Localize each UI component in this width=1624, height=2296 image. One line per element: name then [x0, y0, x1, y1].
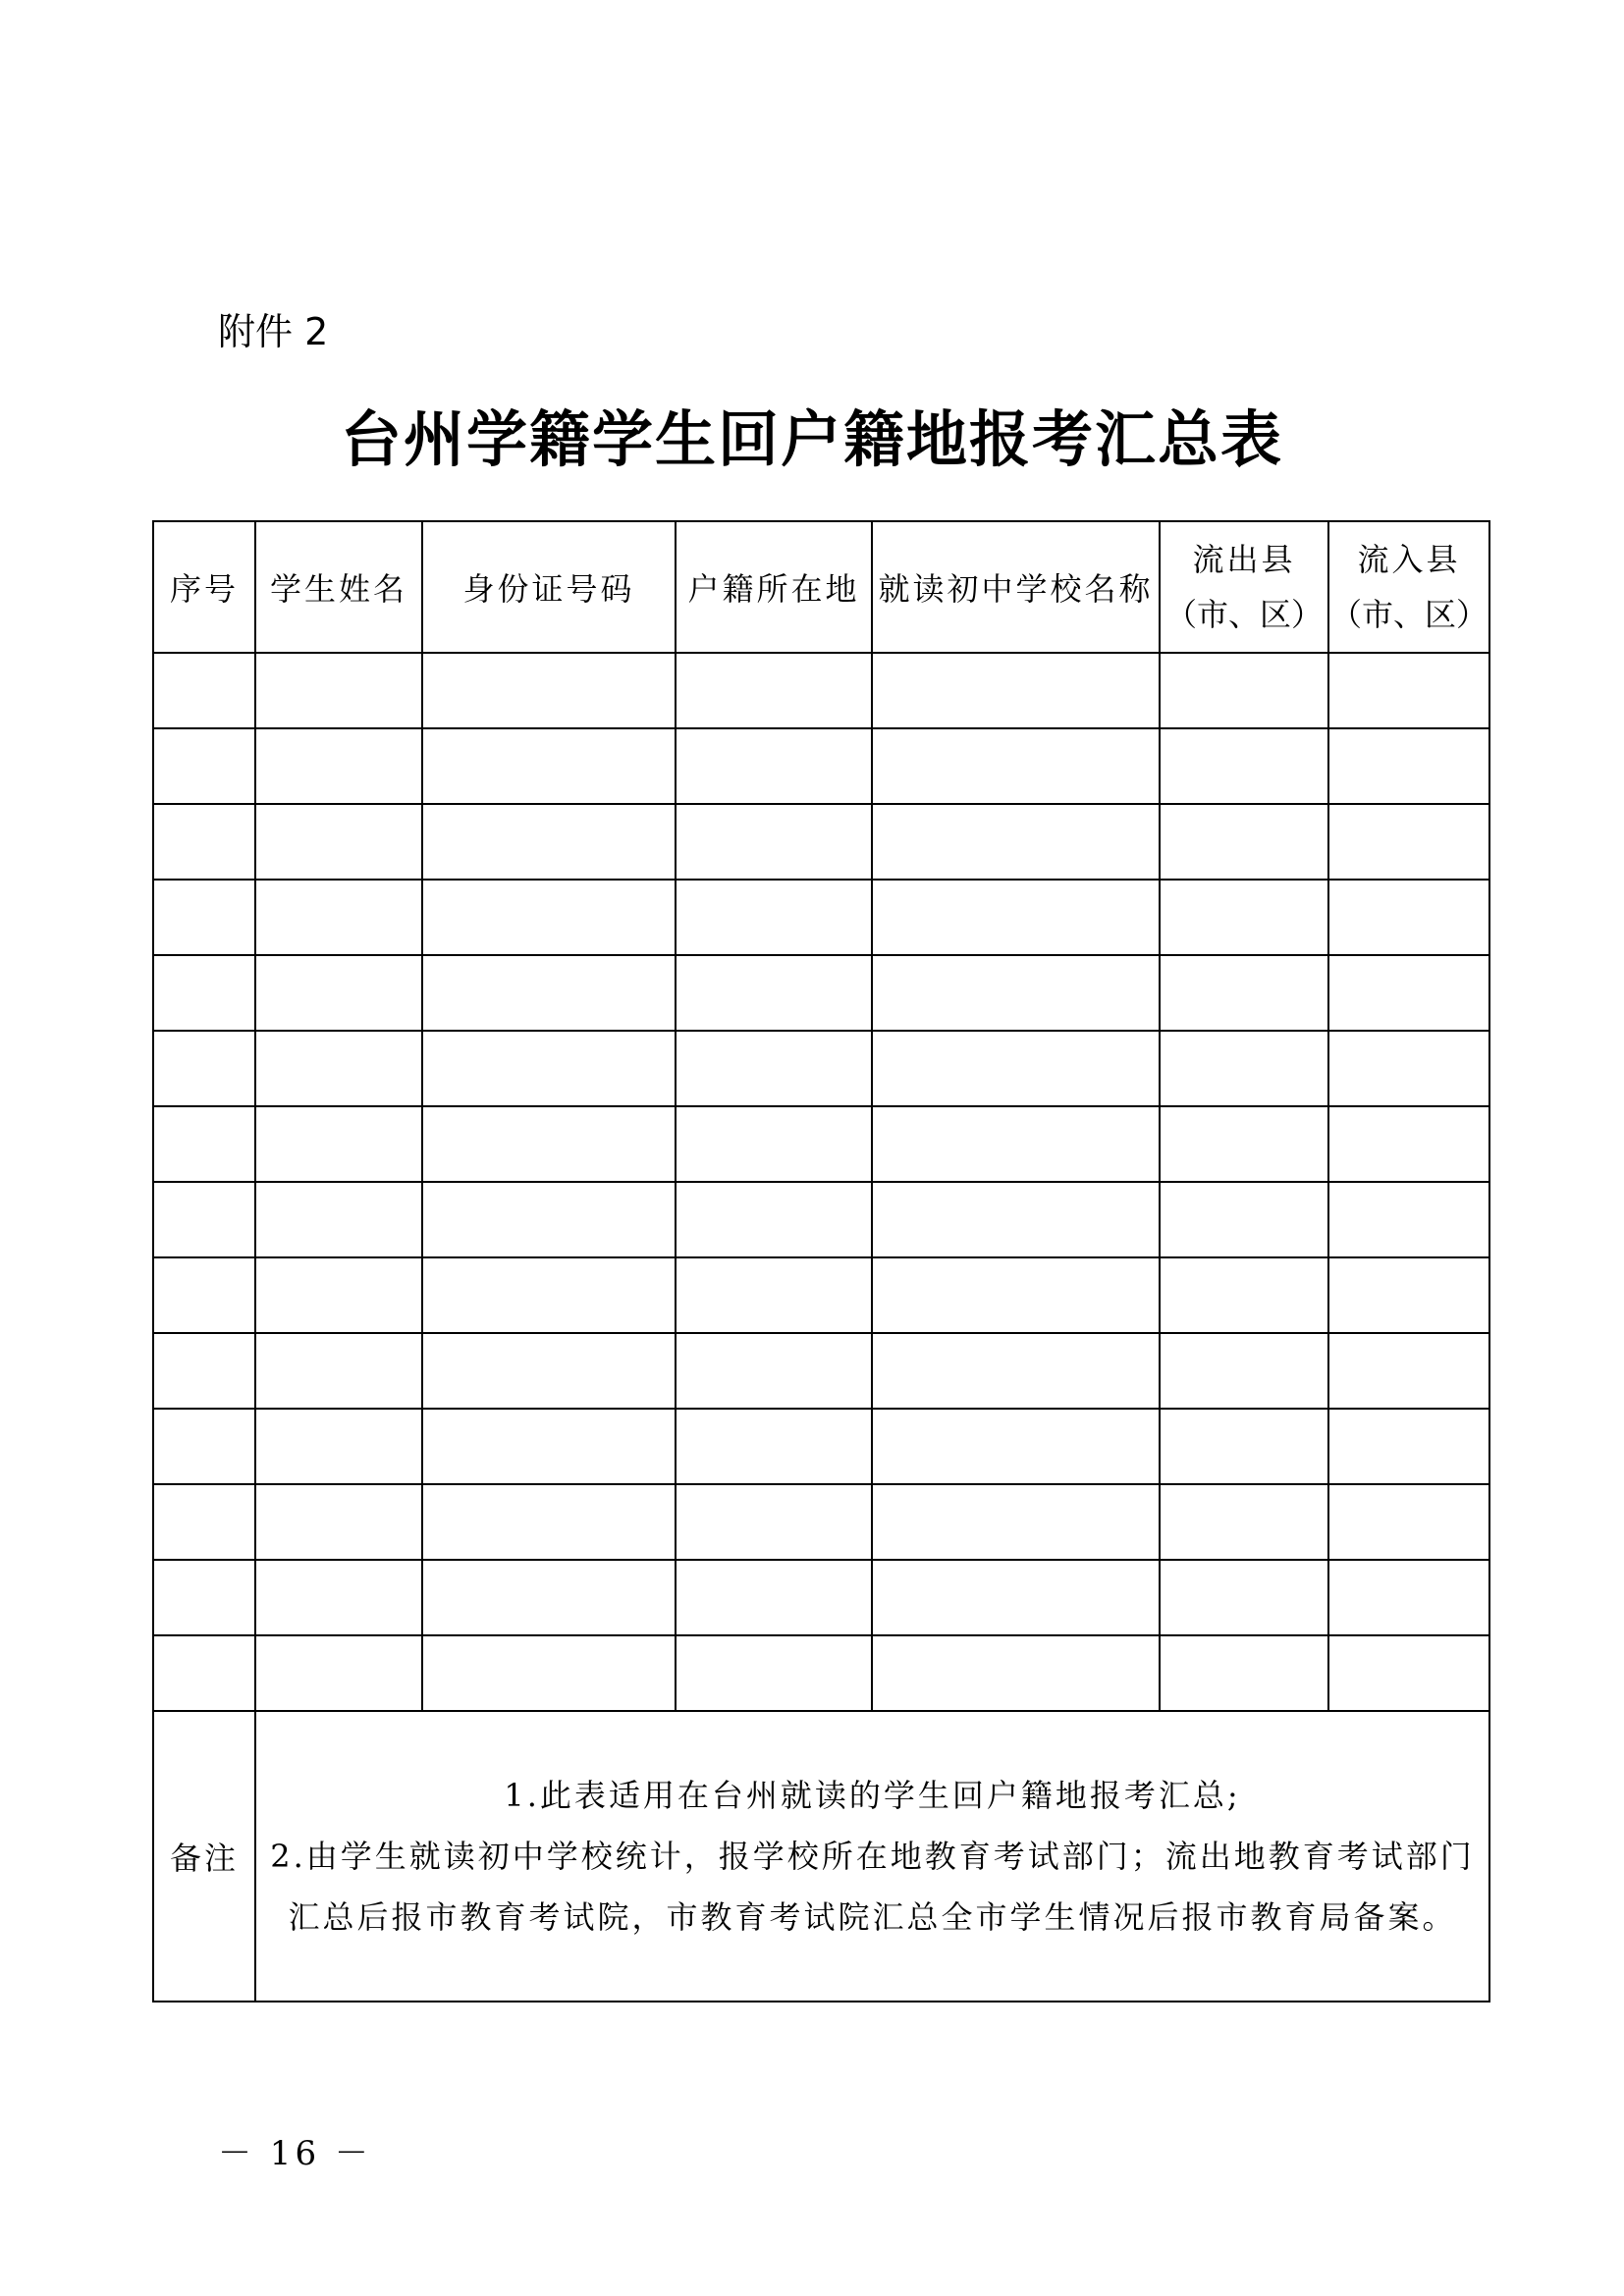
- table-cell[interactable]: [676, 1182, 872, 1257]
- attachment-label: 附件 2: [218, 310, 329, 353]
- table-cell[interactable]: [1160, 804, 1328, 880]
- header-inflow-county: [1328, 521, 1489, 653]
- table-cell[interactable]: [1328, 1257, 1489, 1333]
- table-cell[interactable]: [153, 1031, 255, 1106]
- notes-label-cell: [153, 1711, 255, 2002]
- table-cell[interactable]: [872, 1106, 1160, 1182]
- table-cell[interactable]: [676, 1635, 872, 1711]
- table-cell[interactable]: [255, 1106, 422, 1182]
- table-cell[interactable]: [422, 1333, 676, 1409]
- table-cell[interactable]: [1328, 1333, 1489, 1409]
- table-row: [153, 955, 1489, 1031]
- header-student-name: [255, 521, 422, 653]
- table-row: [153, 1106, 1489, 1182]
- table-cell[interactable]: [872, 1560, 1160, 1635]
- table-cell[interactable]: [1160, 1333, 1328, 1409]
- table-cell[interactable]: [422, 1560, 676, 1635]
- table-row: [153, 804, 1489, 880]
- table-cell[interactable]: [1328, 880, 1489, 955]
- table-row: [153, 1484, 1489, 1560]
- table-row: [153, 1560, 1489, 1635]
- table-cell[interactable]: [153, 955, 255, 1031]
- table-cell[interactable]: [422, 880, 676, 955]
- table-cell[interactable]: [255, 880, 422, 955]
- table-cell[interactable]: [422, 728, 676, 804]
- table-cell[interactable]: [153, 1333, 255, 1409]
- table-row: [153, 1257, 1489, 1333]
- table-cell[interactable]: [1328, 1182, 1489, 1257]
- table-cell[interactable]: [422, 804, 676, 880]
- table-cell[interactable]: [153, 728, 255, 804]
- table-cell[interactable]: [676, 880, 872, 955]
- table-cell[interactable]: [255, 1257, 422, 1333]
- table-cell[interactable]: [676, 1031, 872, 1106]
- table-cell[interactable]: [1160, 1257, 1328, 1333]
- table-cell[interactable]: [1328, 804, 1489, 880]
- table-cell[interactable]: [422, 1484, 676, 1560]
- table-cell[interactable]: [1160, 1031, 1328, 1106]
- header-outflow-county-line2: （市、区）: [1164, 596, 1323, 633]
- table-cell[interactable]: [153, 1257, 255, 1333]
- table-cell[interactable]: [422, 1182, 676, 1257]
- table-cell[interactable]: [255, 1333, 422, 1409]
- notes-label: 备注: [169, 1840, 239, 1877]
- table-cell[interactable]: [1160, 653, 1328, 728]
- table-cell[interactable]: [1328, 1484, 1489, 1560]
- table-cell[interactable]: [255, 1031, 422, 1106]
- header-student-name-label: 学生姓名: [269, 570, 407, 608]
- table-cell[interactable]: [422, 653, 676, 728]
- table-cell[interactable]: [676, 653, 872, 728]
- table-cell[interactable]: [153, 1560, 255, 1635]
- table-cell[interactable]: [1160, 1409, 1328, 1484]
- header-serial-label: 序号: [169, 570, 239, 608]
- table-cell[interactable]: [1160, 1484, 1328, 1560]
- table-cell[interactable]: [153, 880, 255, 955]
- table-cell[interactable]: [1160, 880, 1328, 955]
- table-cell[interactable]: [872, 1484, 1160, 1560]
- table-cell[interactable]: [872, 1635, 1160, 1711]
- header-inflow-county-line1: 流入县: [1357, 541, 1461, 578]
- note-item: 1.此表适用在台州就读的学生回户籍地报考汇总;: [504, 1777, 1241, 1814]
- header-outflow-county: [1160, 521, 1328, 653]
- table-cell[interactable]: [255, 1635, 422, 1711]
- table-row: [153, 1635, 1489, 1711]
- table-cell[interactable]: [872, 1182, 1160, 1257]
- table-cell[interactable]: [255, 653, 422, 728]
- table-cell[interactable]: [255, 1484, 422, 1560]
- table-cell[interactable]: [1160, 1106, 1328, 1182]
- table-header-row: [153, 521, 1489, 653]
- table-cell[interactable]: [676, 1560, 872, 1635]
- table-cell[interactable]: [422, 1635, 676, 1711]
- table-cell[interactable]: [676, 1333, 872, 1409]
- table-cell[interactable]: [1160, 1635, 1328, 1711]
- notes-row: [153, 1711, 1489, 2002]
- table-cell[interactable]: [153, 804, 255, 880]
- table-cell[interactable]: [422, 1106, 676, 1182]
- table-cell[interactable]: [872, 1333, 1160, 1409]
- table-row: [153, 880, 1489, 955]
- table-cell[interactable]: [153, 1106, 255, 1182]
- table-cell[interactable]: [872, 880, 1160, 955]
- table-cell[interactable]: [872, 1031, 1160, 1106]
- table-cell[interactable]: [1160, 1182, 1328, 1257]
- table-cell[interactable]: [422, 1257, 676, 1333]
- table-cell[interactable]: [1160, 728, 1328, 804]
- note-item: 2.由学生就读初中学校统计，报学校所在地教育考试部门；流出地教育考试部门汇总后报市教育考试院，市教育考试院汇总全市学生情况后报市教育局备案。: [270, 1838, 1475, 1936]
- header-id-number: [422, 521, 676, 653]
- table-cell[interactable]: [153, 1484, 255, 1560]
- table-row: [153, 653, 1489, 728]
- table-cell[interactable]: [153, 1635, 255, 1711]
- header-serial: [153, 521, 255, 653]
- table-row: [153, 1333, 1489, 1409]
- table-cell[interactable]: [872, 728, 1160, 804]
- table-cell[interactable]: [255, 1182, 422, 1257]
- table-cell[interactable]: [422, 1409, 676, 1484]
- table-cell[interactable]: [255, 804, 422, 880]
- table-row: [153, 1031, 1489, 1106]
- table-cell[interactable]: [1328, 728, 1489, 804]
- table-cell[interactable]: [676, 1106, 872, 1182]
- table-row: [153, 728, 1489, 804]
- table-cell[interactable]: [1328, 955, 1489, 1031]
- header-outflow-county-line1: 流出县: [1192, 541, 1296, 578]
- table-cell[interactable]: [1160, 955, 1328, 1031]
- table-cell[interactable]: [1328, 1560, 1489, 1635]
- header-school-name-label: 就读初中学校名称: [878, 570, 1154, 608]
- table-cell[interactable]: [255, 728, 422, 804]
- table-cell[interactable]: [1328, 1106, 1489, 1182]
- table-cell[interactable]: [153, 653, 255, 728]
- summary-table: [152, 520, 1490, 2002]
- page-number: － 16 －: [218, 2134, 372, 2173]
- table-cell[interactable]: [676, 728, 872, 804]
- header-household-location: [676, 521, 872, 653]
- header-inflow-county-line2: （市、区）: [1329, 596, 1488, 633]
- table-cell[interactable]: [255, 955, 422, 1031]
- table-cell[interactable]: [422, 955, 676, 1031]
- table-cell[interactable]: [872, 955, 1160, 1031]
- table-cell[interactable]: [872, 1257, 1160, 1333]
- table-cell[interactable]: [676, 1409, 872, 1484]
- table-cell[interactable]: [1328, 1031, 1489, 1106]
- header-household-location-label: 户籍所在地: [687, 570, 860, 608]
- header-id-number-label: 身份证号码: [462, 570, 635, 608]
- notes-content: [255, 1711, 1489, 2002]
- header-school-name: [872, 521, 1160, 653]
- table-cell[interactable]: [153, 1409, 255, 1484]
- table-cell[interactable]: [676, 804, 872, 880]
- table-cell[interactable]: [1160, 1560, 1328, 1635]
- table-cell[interactable]: [1328, 1409, 1489, 1484]
- table-cell[interactable]: [676, 1257, 872, 1333]
- table-row: [153, 1409, 1489, 1484]
- table-cell[interactable]: [872, 804, 1160, 880]
- table-cell[interactable]: [872, 1409, 1160, 1484]
- table-cell[interactable]: [676, 1484, 872, 1560]
- table-row: [153, 1182, 1489, 1257]
- table-cell[interactable]: [1328, 1635, 1489, 1711]
- table-cell[interactable]: [255, 1560, 422, 1635]
- table-cell[interactable]: [872, 653, 1160, 728]
- table-cell[interactable]: [422, 1031, 676, 1106]
- table-cell[interactable]: [676, 955, 872, 1031]
- page-title: 台州学籍学生回户籍地报考汇总表: [340, 403, 1283, 475]
- table-cell[interactable]: [255, 1409, 422, 1484]
- table-cell[interactable]: [153, 1182, 255, 1257]
- table-cell[interactable]: [1328, 653, 1489, 728]
